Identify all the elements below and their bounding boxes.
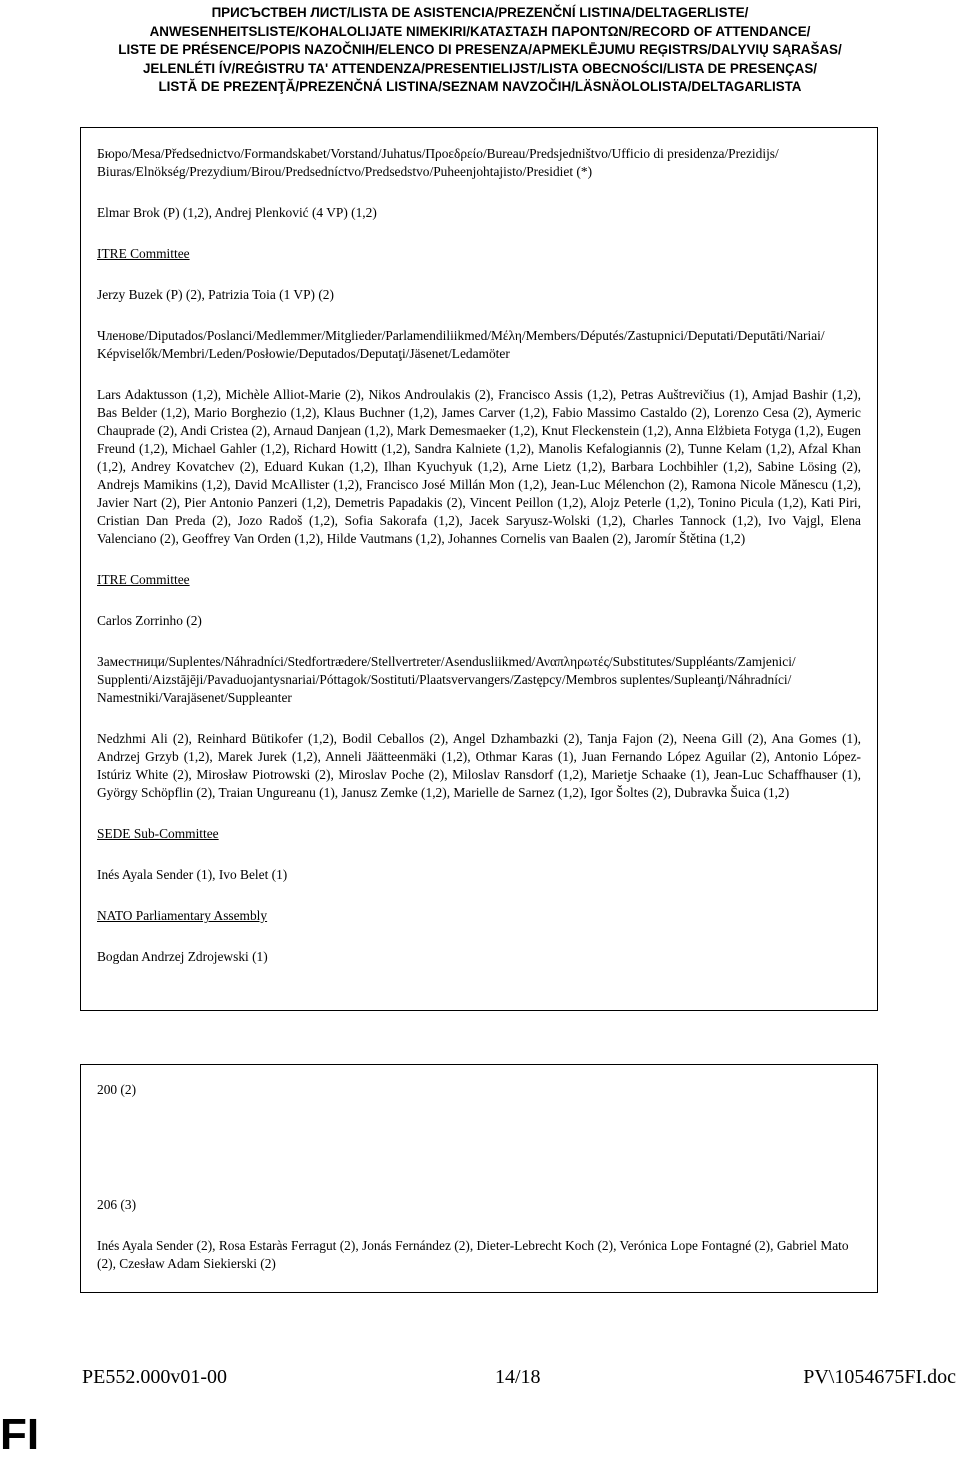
rule-206-label: 206 (3): [97, 1197, 137, 1212]
document-title: [0, 4, 960, 97]
file-reference: PV\1054675FI.doc: [803, 1366, 956, 1388]
title-line: LISTE DE PRÉSENCE/POPIS NAZOČNIH/ELENCO DI PRESENZA/APMEKLĒJUMU REĢISTRS/DALYVIŲ SĄRAŠAS/: [118, 42, 842, 58]
title-line: ПРИСЪСТВЕН ЛИСТ/LISTA DE ASISTENCIA/PREZENČNÍ LISTINA/DELTAGERLISTE/: [211, 5, 749, 20]
itre-committee-label: ITRE Committee: [97, 246, 190, 261]
nato-assembly-label: NATO Parliamentary Assembly: [97, 908, 268, 923]
rule-200-spacer: [97, 1122, 861, 1196]
sede-subcommittee-label: SEDE Sub-Committee: [97, 826, 219, 841]
itre-bureau-members: Jerzy Buzek (P) (2), Patrizia Toia (1 VP) (2): [97, 287, 334, 302]
rule-200-label: 200 (2): [97, 1082, 137, 1097]
doc-code: PE552.000v01-00: [82, 1366, 227, 1388]
substitutes-heading: Заместници/Suplentes/Náhradníci/Stedfortrædere/Stellvertreter/Asendusliikmed/Αναπληρωτές/Substitutes/Suppléants/Zamjenici/ Supplenti/Aizstājēji/Pavaduojantysnariai/Póttagok/Sostituti/Plaatsvervangers/Zastępcy/Membros suplentes/Supleanţi/Náhradníci/ Namestniki/Varajäsenet/Suppleanter: [97, 654, 796, 705]
sede-members: Inés Ayala Sender (1), Ivo Belet (1): [97, 867, 288, 882]
bureau-members: Elmar Brok (P) (1,2), Andrej Plenković (4 VP) (1,2): [97, 205, 377, 220]
nato-members: Bogdan Andrzej Zdrojewski (1): [97, 949, 268, 964]
title-line: ANWESENHEITSLISTE/KOHALOLIJATE NIMEKIRI/ΚΑΤΑΣΤΑΣΗ ΠΑΡΟΝΤΩΝ/RECORD OF ATTENDANCE/: [149, 23, 811, 39]
bureau-heading: Бюро/Mesa/Předsednictvo/Formandskabet/Vorstand/Juhatus/Προεδρείο/Bureau/Predsjedništvo/Ufficio di presidenza/Prezidijs/ Biuras/Elnökség/Prezydium/Birou/Predsedníctvo/Predsedstvo/Puheenjohtajisto/Presidiet (*): [97, 146, 779, 179]
members-heading: Членове/Diputados/Poslanci/Medlemmer/Mitglieder/Parlamendiliikmed/Μέλη/Members/Députés/Zastupnici/Deputati/Deputāti/Nariai/ Képviselők/Membri/Leden/Posłowie/Deputados/Deputaţi/Jäsenet/Ledamöter: [97, 328, 825, 361]
itre-committee-label-2: ITRE Committee: [97, 572, 190, 587]
attendance-box-rules: [80, 1064, 878, 1293]
itre-members: Carlos Zorrinho (2): [97, 613, 202, 628]
title-line: JELENLÉTI ÍV/REĠISTRU TA' ATTENDENZA/PRESENTIELIJST/LISTA OBECNOŚCI/LISTA DE PRESENÇAS/: [142, 60, 817, 76]
page-number: 14/18: [495, 1366, 541, 1388]
title-line: LISTĂ DE PREZENŢĂ/PREZENČNÁ LISTINA/SEZNAM NAVZOČIH/LÄSNÄOLOLISTA/DELTAGARLISTA: [158, 79, 802, 95]
substitutes-list: Nedzhmi Ali (2), Reinhard Bütikofer (1,2), Bodil Ceballos (2), Angel Dzhambazki (2), Tanja Fajon (2), Neena Gill (2), Ana Gomes (1), Andrzej Grzyb (1,2), Marek Jurek (1,2), Anneli Jäätteenmäki (1,2), Othmar Karas (1), Juan Fernando López Aguilar (2), Antonio López-Istúriz White (2), Mirosław Piotrowski (2), Miroslav Poche (2), Miloslav Ransdorf (1,2), Marietje Schaake (1), Jean-Luc Schaffhauser (1), György Schöpflin (2), Traian Ungureanu (1), Janusz Zemke (1,2), Marielle de Sarnez (1,2), Igor Šoltes (2), Dubravka Šuica (1,2): [97, 731, 861, 800]
rule-206-members: Inés Ayala Sender (2), Rosa Estaràs Ferragut (2), Jonás Fernández (2), Dieter-Lebrecht Koch (2), Verónica Lope Fontagné (2), Gabriel Mato (2), Czesław Adam Siekierski (2): [97, 1238, 849, 1271]
page-footer: [0, 1366, 960, 1396]
attendance-box-main: [80, 127, 878, 1011]
members-list: Lars Adaktusson (1,2), Michèle Alliot-Marie (2), Nikos Androulakis (2), Francisco Assis (1,2), Petras Auštrevičius (1), Amjad Bashir (1,2), Bas Belder (1,2), Mario Borghezio (1,2), Klaus Buchner (1,2), James Carver (1,2), Fabio Massimo Castaldo (2), Lorenzo Cesa (2), Aymeric Chauprade (2), Andi Cristea (2), Arnaud Danjean (1,2), Mark Demesmaeker (1,2), Knut Fleckenstein (1,2), Anna Elżbieta Fotyga (1,2), Eugen Freund (1,2), Michael Gahler (1,2), Richard Howitt (1,2), Sandra Kalniete (1,2), Manolis Kefalogiannis (2), Tunne Kelam (1,2), Afzal Khan (1,2), Andrey Kovatchev (2), Eduard Kukan (1,2), Ilhan Kyuchyuk (1,2), Arne Lietz (1,2), Barbara Lochbihler (1,2), Sabine Lösing (2), Andrejs Mamikins (1,2), David McAllister (1,2), Francisco José Millán Mon (1,2), Jean-Luc Mélenchon (2), Ramona Nicole Mănescu (1,2), Javier Nart (2), Pier Antonio Panzeri (1,2), Demetris Papadakis (2), Vincent Peillon (1,2), Alojz Peterle (1,2), Tonino Picula (1,2), Kati Piri, Cristian Dan Preda (2), Jozo Radoš (1,2), Sofia Sakorafa (1,2), Jacek Saryusz-Wolski (1,2), Charles Tannock (1,2), Ivo Vajgl, Elena Valenciano (2), Geoffrey Van Orden (1,2), Hilde Vautmans (1,2), Johannes Cornelis van Baalen (2), Jaromír Štětina (1,2): [97, 387, 861, 546]
language-code: FI: [0, 1410, 40, 1459]
